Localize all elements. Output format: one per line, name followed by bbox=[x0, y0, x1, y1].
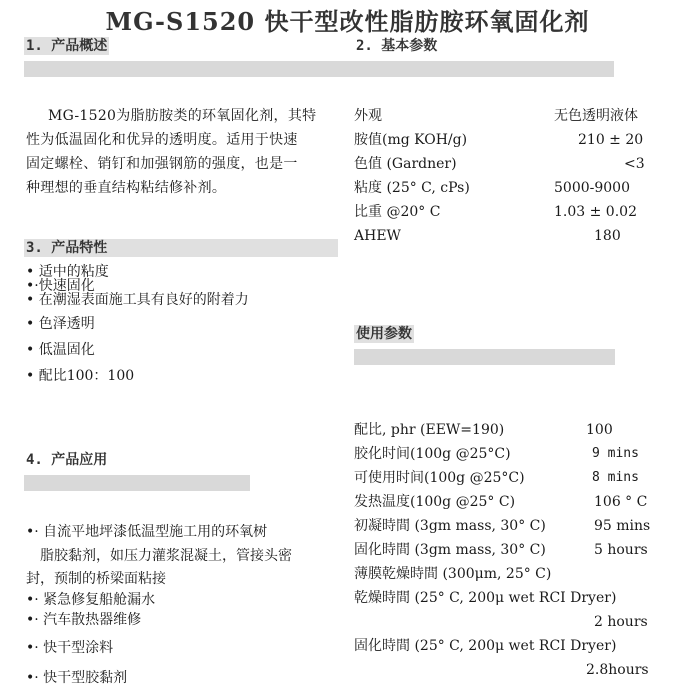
param-label: 外观 bbox=[354, 108, 382, 124]
basic-params-table bbox=[354, 104, 654, 248]
param-label: 固化時間 (25° C, 200μ wet RCI Dryer) bbox=[354, 638, 617, 654]
section-heading-basic: 2. 基本参数 bbox=[356, 38, 438, 54]
param-value: 95 mins bbox=[594, 518, 651, 534]
page-title: MG-S1520 快干型改性脂肪胺环氧固化剂 bbox=[105, 7, 590, 36]
param-row bbox=[354, 658, 684, 682]
list-item: • 在潮湿表面施工具有良好的附着力 bbox=[26, 292, 249, 308]
param-row bbox=[354, 418, 684, 442]
param-value: 180 bbox=[594, 228, 621, 244]
param-row bbox=[354, 490, 684, 514]
param-label: AHEW bbox=[354, 228, 401, 244]
list-item: 封，预制的桥梁面粘接 bbox=[26, 571, 166, 587]
param-value: 106 ° C bbox=[594, 494, 648, 510]
param-row bbox=[354, 200, 654, 224]
param-value: 9 mins bbox=[592, 446, 639, 461]
overview-line: 种理想的垂直结构粘结修补剂。 bbox=[26, 180, 227, 196]
param-value: 210 ± 20 bbox=[578, 132, 644, 148]
param-row bbox=[354, 442, 684, 466]
list-item: •· 快干型胶黏剂 bbox=[26, 670, 128, 686]
list-item: • 色泽透明 bbox=[26, 316, 95, 332]
section-heading-application: 4. 产品应用 bbox=[26, 452, 108, 468]
usage-params-table bbox=[354, 418, 684, 682]
param-row bbox=[354, 176, 654, 200]
section-divider-bar bbox=[24, 61, 614, 77]
section-heading-features: 3. 产品特性 bbox=[24, 239, 338, 257]
section-heading-overview: 1. 产品概述 bbox=[26, 38, 108, 54]
overview-line: 固定螺栓、销钉和加强钢筋的强度，也是一 bbox=[26, 156, 298, 172]
list-item: •· 自流平地坪漆低温型施工用的环氧树 bbox=[26, 524, 268, 540]
param-value: 2 hours bbox=[594, 614, 648, 630]
param-label: 薄膜乾燥時間 (300μm, 25° C) bbox=[354, 566, 552, 582]
param-label: 初凝時間 (3gm mass, 30° C) bbox=[354, 518, 546, 534]
param-label: 固化時間 (3gm mass, 30° C) bbox=[354, 542, 546, 558]
param-label: 可使用时间(100g @25°C) bbox=[354, 470, 525, 486]
list-item: •· 紧急修复船舱漏水 bbox=[26, 592, 156, 608]
section-divider-bar bbox=[24, 475, 250, 491]
list-item: • 低温固化 bbox=[26, 342, 95, 358]
param-value: <3 bbox=[624, 156, 645, 172]
overview-paragraph bbox=[26, 104, 336, 200]
overview-line: 性为低温固化和优异的透明度。适用于快速 bbox=[26, 132, 298, 148]
section-heading-usage: 使用参数 bbox=[356, 326, 412, 342]
list-item: • 配比100：100 bbox=[26, 368, 135, 384]
param-label: 色值 (Gardner) bbox=[354, 156, 457, 172]
list-item: 脂胶黏剂，如压力灌浆混凝土，管接头密 bbox=[40, 548, 292, 564]
param-value: 100 bbox=[586, 422, 613, 438]
param-label: 配比, phr (EEW=190) bbox=[354, 422, 505, 438]
list-item: •· 快干型涂料 bbox=[26, 640, 114, 656]
param-label: 粘度 (25° C, cPs) bbox=[354, 180, 470, 196]
param-label: 比重 @20° C bbox=[354, 204, 441, 220]
param-row bbox=[354, 562, 684, 586]
param-row bbox=[354, 610, 684, 634]
param-value: 8 mins bbox=[592, 470, 639, 485]
param-value: 无色透明液体 bbox=[554, 108, 638, 124]
param-label: 乾燥時間 (25° C, 200μ wet RCI Dryer) bbox=[354, 590, 617, 606]
section-divider-bar bbox=[354, 349, 615, 365]
features-list bbox=[26, 262, 346, 388]
param-row bbox=[354, 586, 684, 610]
param-row bbox=[354, 104, 654, 128]
param-value: 5000-9000 bbox=[554, 180, 630, 196]
overview-line: MG-1520为脂肪胺类的环氧固化剂，其特 bbox=[48, 108, 317, 124]
param-label: 发热温度(100g @25° C) bbox=[354, 494, 516, 510]
param-row bbox=[354, 224, 654, 248]
list-item: • 适中的粘度 bbox=[26, 264, 109, 280]
param-row bbox=[354, 128, 654, 152]
param-label: 胺值(mg KOH/g) bbox=[354, 132, 468, 148]
param-row bbox=[354, 466, 684, 490]
param-row bbox=[354, 514, 684, 538]
list-item: •· 汽车散热器维修 bbox=[26, 612, 142, 628]
param-row bbox=[354, 152, 654, 176]
list-item: •·快速固化 bbox=[26, 278, 95, 294]
param-row bbox=[354, 634, 684, 658]
param-value: 1.03 ± 0.02 bbox=[554, 204, 637, 220]
param-value: 5 hours bbox=[594, 542, 648, 558]
param-label: 胶化时间(100g @25°C) bbox=[354, 446, 511, 462]
param-value: 2.8hours bbox=[586, 662, 649, 678]
param-row bbox=[354, 538, 684, 562]
application-list bbox=[26, 520, 346, 690]
